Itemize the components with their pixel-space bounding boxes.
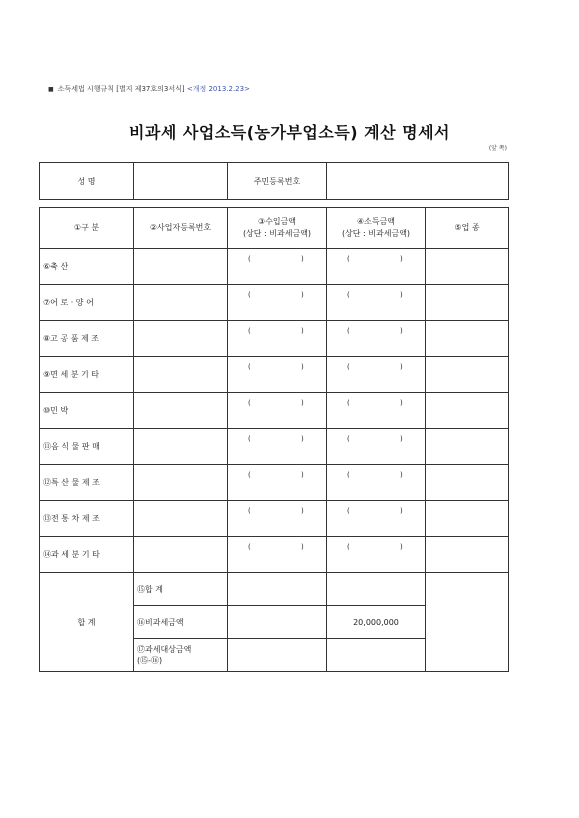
front-page-label: (앞 쪽)	[488, 145, 507, 152]
close-paren: )	[301, 363, 304, 371]
row-15-income-field[interactable]	[327, 573, 426, 606]
income-amount-field[interactable]	[327, 537, 426, 573]
row-category-label: ⑧고 공 품 제 조	[40, 321, 134, 357]
industry-field[interactable]	[426, 357, 509, 393]
income-amount-field[interactable]	[327, 357, 426, 393]
total-label: 합 계	[40, 573, 134, 672]
business-reg-no-field[interactable]	[134, 429, 228, 465]
open-paren: (	[347, 327, 350, 335]
income-amount-field[interactable]	[327, 429, 426, 465]
revenue-amount-field[interactable]	[228, 465, 327, 501]
close-paren: )	[400, 255, 403, 263]
row-17-income-field[interactable]	[327, 639, 426, 672]
open-paren: (	[347, 399, 350, 407]
income-amount-field[interactable]	[327, 393, 426, 429]
close-paren: )	[301, 471, 304, 479]
open-paren: (	[248, 471, 251, 479]
close-paren: )	[400, 327, 403, 335]
close-paren: )	[400, 435, 403, 443]
open-paren: (	[347, 471, 350, 479]
business-reg-no-field[interactable]	[134, 393, 228, 429]
open-paren: (	[347, 363, 350, 371]
col-header-income-title: ④소득금액	[356, 217, 396, 226]
name-field[interactable]	[134, 163, 228, 200]
income-amount-field[interactable]	[327, 285, 426, 321]
industry-field[interactable]	[426, 393, 509, 429]
industry-field[interactable]	[426, 321, 509, 357]
table-row	[40, 285, 509, 321]
open-paren: (	[248, 291, 251, 299]
row-15-label: ⑮합 계	[134, 573, 228, 606]
row-17-label-line1: ⑰과세대상금액	[137, 645, 192, 654]
revenue-amount-field[interactable]	[228, 357, 327, 393]
table-row	[40, 501, 509, 537]
resident-id-label: 주민등록번호	[228, 163, 327, 200]
close-paren: )	[400, 291, 403, 299]
industry-field[interactable]	[426, 501, 509, 537]
col-header-revenue	[228, 208, 327, 249]
col-header-business-reg-no: ②사업자등록번호	[134, 208, 228, 249]
open-paren: (	[347, 543, 350, 551]
industry-field[interactable]	[426, 285, 509, 321]
revenue-amount-field[interactable]	[228, 537, 327, 573]
business-reg-no-field[interactable]	[134, 285, 228, 321]
open-paren: (	[248, 363, 251, 371]
col-header-category: ①구 분	[40, 208, 134, 249]
col-header-income-note: (상단 : 비과세금액)	[341, 229, 411, 238]
document-title: 비과세 사업소득(농가부업소득) 계산 명세서	[128, 123, 451, 142]
revenue-amount-field[interactable]	[228, 429, 327, 465]
business-reg-no-field[interactable]	[134, 321, 228, 357]
close-paren: )	[400, 471, 403, 479]
table-row	[40, 537, 509, 573]
row-category-label: ⑨면 세 분 기 타	[40, 357, 134, 393]
row-17-label	[134, 639, 228, 672]
industry-field[interactable]	[426, 249, 509, 285]
close-paren: )	[301, 543, 304, 551]
income-amount-field[interactable]	[327, 321, 426, 357]
industry-field[interactable]	[426, 429, 509, 465]
open-paren: (	[248, 255, 251, 263]
business-reg-no-field[interactable]	[134, 501, 228, 537]
income-amount-field[interactable]	[327, 501, 426, 537]
revenue-amount-field[interactable]	[228, 393, 327, 429]
business-reg-no-field[interactable]	[134, 465, 228, 501]
row-category-label: ⑬전 통 차 제 조	[40, 501, 134, 537]
close-paren: )	[400, 363, 403, 371]
close-paren: )	[301, 291, 304, 299]
revenue-amount-field[interactable]	[228, 321, 327, 357]
table-row	[40, 321, 509, 357]
row-16-revenue-field[interactable]	[228, 606, 327, 639]
revenue-amount-field[interactable]	[228, 501, 327, 537]
form-reference-text: 소득세법 시행규칙 [별지 제37호의3서식]	[57, 85, 185, 93]
row-category-label: ⑩민 박	[40, 393, 134, 429]
col-header-industry: ⑤업 종	[426, 208, 509, 249]
industry-field[interactable]	[426, 537, 509, 573]
open-paren: (	[248, 507, 251, 515]
taxpayer-info-table	[39, 162, 509, 200]
industry-field[interactable]	[426, 465, 509, 501]
form-reference	[48, 84, 250, 94]
resident-id-field[interactable]	[327, 163, 509, 200]
table-row	[40, 429, 509, 465]
category-rows	[40, 249, 509, 573]
row-15-revenue-field[interactable]	[228, 573, 327, 606]
income-statement-table	[39, 207, 509, 672]
summary-industry-field	[426, 573, 509, 672]
close-paren: )	[400, 399, 403, 407]
income-amount-field[interactable]	[327, 249, 426, 285]
open-paren: (	[248, 543, 251, 551]
name-label: 성 명	[40, 163, 134, 200]
revenue-amount-field[interactable]	[228, 285, 327, 321]
revenue-amount-field[interactable]	[228, 249, 327, 285]
business-reg-no-field[interactable]	[134, 537, 228, 573]
close-paren: )	[301, 435, 304, 443]
business-reg-no-field[interactable]	[134, 357, 228, 393]
close-paren: )	[400, 543, 403, 551]
income-amount-field[interactable]	[327, 465, 426, 501]
table-row	[40, 393, 509, 429]
row-category-label: ⑥축 산	[40, 249, 134, 285]
revision-date: <개정 2013.2.23>	[186, 85, 250, 93]
close-paren: )	[301, 327, 304, 335]
open-paren: (	[347, 435, 350, 443]
col-header-income	[327, 208, 426, 249]
open-paren: (	[347, 291, 350, 299]
row-category-label: ⑪음 식 물 판 매	[40, 429, 134, 465]
row-17-revenue-field[interactable]	[228, 639, 327, 672]
close-paren: )	[301, 399, 304, 407]
square-bullet-icon: ■	[48, 86, 54, 93]
row-16-income-amount[interactable]: 20,000,000	[327, 606, 426, 639]
row-category-label: ⑦어 로 · 양 어	[40, 285, 134, 321]
table-row	[40, 357, 509, 393]
table-row	[40, 465, 509, 501]
close-paren: )	[301, 507, 304, 515]
row-17-label-line2: (⑮-⑯)	[137, 656, 163, 665]
open-paren: (	[347, 255, 350, 263]
table-row	[40, 249, 509, 285]
open-paren: (	[347, 507, 350, 515]
open-paren: (	[248, 399, 251, 407]
open-paren: (	[248, 435, 251, 443]
col-header-revenue-title: ③수입금액	[257, 217, 297, 226]
row-16-label: ⑯비과세금액	[134, 606, 228, 639]
col-header-revenue-note: (상단 : 비과세금액)	[242, 229, 312, 238]
business-reg-no-field[interactable]	[134, 249, 228, 285]
row-category-label: ⑭과 세 분 기 타	[40, 537, 134, 573]
close-paren: )	[301, 255, 304, 263]
open-paren: (	[248, 327, 251, 335]
row-category-label: ⑫특 산 물 제 조	[40, 465, 134, 501]
close-paren: )	[400, 507, 403, 515]
